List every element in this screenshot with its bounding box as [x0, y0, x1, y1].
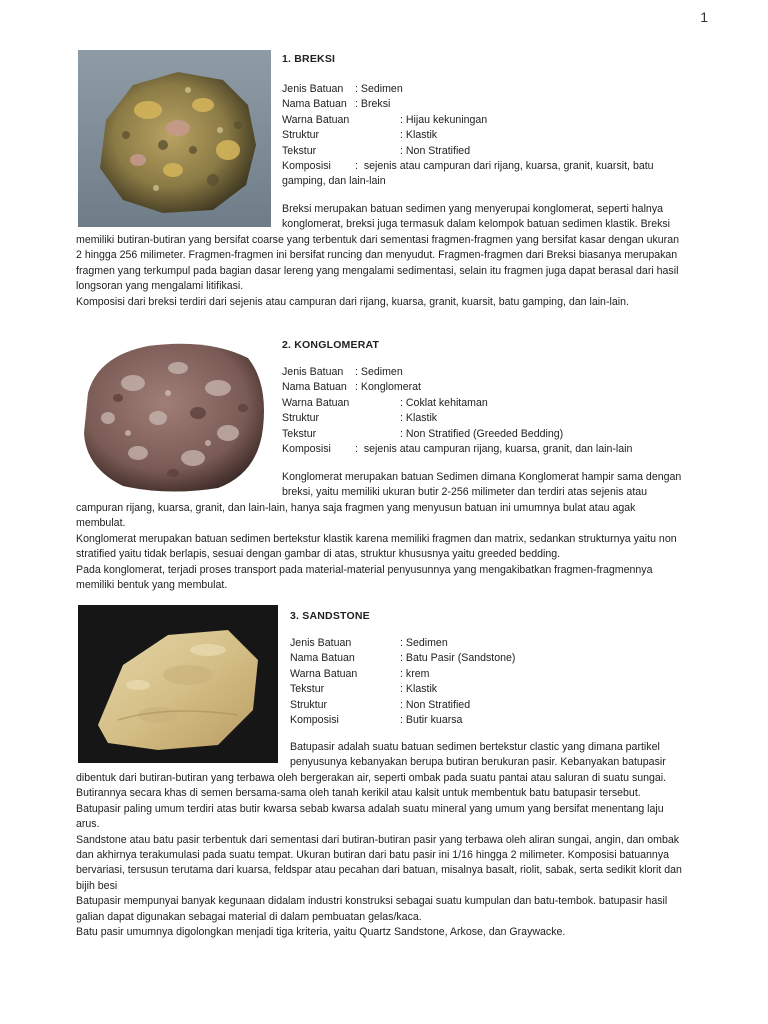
property-row — [290, 698, 515, 713]
property-sep: : — [400, 427, 403, 440]
property-sep: : — [400, 144, 403, 157]
property-value: Breksi — [360, 98, 391, 111]
property-row — [282, 159, 654, 174]
property-value: Sedimen — [405, 637, 448, 649]
property-row — [290, 667, 515, 682]
property-value: Non Stratified — [405, 698, 471, 711]
paragraph-line: fragmen yang terkumpul pada bagian dasar lereng yang mengalami sedimentasi, selain itu fragmen juga dapat berasal dari hasil — [76, 264, 679, 277]
paragraph-line: Butirannya secara khas di semen bersama-sama oleh tanah kerikil atau kalsit untuk membentuk batu batupasir tersebut. — [76, 787, 641, 800]
paragraph-line: memiliki bentuk yang membulat. — [76, 579, 228, 592]
paragraph-line: bervariasi, tersusun terutama dari kuarsa, feldspar atau pecahan dari batuan, misalnya basalt, riolit, sabak, serta sedikit klorit dan — [76, 864, 682, 877]
paragraph-line: campuran rijang, kuarsa, granit, dan lain-lain, hanya saja fragmen yang menyusun batuan ini umumnya bulat atau agak — [76, 502, 636, 514]
paragraph-line: breksi, yaitu memiliki ukuran butir 2-256 milimeter dan terdiri atas sejenis atau — [282, 486, 648, 499]
property-row — [290, 636, 515, 651]
property-label: Komposisi — [282, 160, 331, 173]
property-sep: : — [400, 129, 403, 142]
paragraph-line: bijih besi — [76, 879, 118, 892]
property-value: Klastik — [405, 683, 438, 696]
paragraph-line: penyusunya kebanyakan berupa butiran berukuran pasir. Kebanyakan batupasir — [290, 756, 666, 769]
property-label: Warna Batuan — [290, 667, 358, 680]
property-label: Jenis Batuan — [282, 83, 344, 95]
property-row — [282, 174, 654, 189]
property-label: Komposisi — [282, 443, 331, 456]
property-value: Sedimen — [360, 83, 403, 95]
section-title: 3. SANDSTONE — [290, 610, 370, 622]
paragraph-line: dibentuk dari butiran-butiran yang terbawa oleh bergerakan air, seperti ombak pada suatu pantai atau saluran di suatu sungai. — [76, 772, 667, 784]
property-value: Batu Pasir (Sandstone) — [405, 652, 516, 665]
property-sep: : — [355, 98, 358, 111]
conglomerate-rock-photo-icon — [78, 338, 271, 496]
property-label: Tekstur — [282, 144, 317, 157]
property-value: Hijau kekuningan — [405, 113, 488, 126]
property-row — [282, 411, 632, 426]
property-value: Sedimen — [360, 366, 403, 378]
section-title: 1. BREKSI — [282, 53, 336, 65]
sandstone-description — [290, 740, 666, 771]
property-row — [282, 144, 654, 159]
paragraph-line: Pada konglomerat, terjadi proses transport pada material-material penyusunnya yang mengakibatkan fragmen-fragmennya — [76, 563, 653, 576]
property-label: Warna Batuan — [282, 113, 350, 126]
property-value: Coklat kehitaman — [405, 396, 488, 409]
sandstone-rock-photo-icon — [78, 605, 278, 763]
paragraph-line: Konglomerat merupakan batuan sedimen bertekstur klastik karena memiliki fragmen dan matrix, sedankan strukturnya yaitu non — [76, 532, 677, 545]
property-sep: : — [400, 714, 403, 727]
property-sep: : — [400, 698, 403, 711]
breccia-description-cont — [76, 233, 679, 310]
property-row — [282, 427, 632, 442]
paragraph-line: Konglomerat merupakan batuan Sedimen dimana Konglomerat hampir sama dengan — [282, 471, 682, 483]
property-label: Nama Batuan — [290, 652, 355, 665]
property-row — [282, 128, 654, 143]
conglomerate-description — [282, 470, 681, 501]
paragraph-line: arus. — [76, 818, 100, 831]
paragraph-line: longsoran yang mengalami litifikasi. — [76, 280, 244, 293]
breccia-image — [78, 50, 271, 227]
page-number: 1 — [700, 9, 708, 25]
property-sep: : — [400, 412, 403, 425]
property-sep: : — [355, 83, 358, 95]
conglomerate-description-cont — [76, 501, 677, 593]
breccia-properties — [282, 82, 654, 190]
paragraph-line: Batu pasir umumnya digolongkan menjadi tiga kriteria, yaitu Quartz Sandstone, Arkose, dan Graywacke. — [76, 926, 566, 939]
property-label: Tekstur — [282, 427, 317, 440]
property-row — [282, 380, 632, 395]
property-value: Konglomerat — [360, 381, 421, 394]
property-sep: : — [400, 683, 403, 696]
property-row — [282, 365, 632, 380]
conglomerate-properties — [282, 365, 632, 457]
property-value: Butir kuarsa — [405, 714, 463, 727]
property-row — [282, 442, 632, 457]
property-label: Jenis Batuan — [282, 366, 344, 378]
property-label: Warna Batuan — [282, 396, 350, 409]
conglomerate-image — [78, 338, 271, 496]
breccia-rock-photo-icon — [78, 50, 271, 227]
property-row — [290, 713, 515, 728]
property-row — [290, 682, 515, 697]
property-sep: : — [400, 667, 403, 680]
paragraph-line: Breksi merupakan batuan sedimen yang menyerupai konglomerat, seperti halnya — [282, 203, 664, 215]
property-sep: : — [355, 160, 358, 173]
sandstone-description-cont — [76, 771, 682, 940]
breccia-description — [282, 202, 670, 233]
property-label: Jenis Batuan — [290, 637, 352, 649]
property-label: Struktur — [290, 698, 328, 711]
property-row — [290, 651, 515, 666]
paragraph-line: stratified yaitu tidak berlapis, sesuai dengan gambar di atas, struktur khususnya yaitu greeded bedding. — [76, 548, 561, 561]
property-sep: : — [355, 381, 358, 394]
property-sep: : — [400, 652, 403, 665]
property-value: Klastik — [405, 412, 438, 425]
property-row — [282, 82, 654, 97]
property-value: Klastik — [405, 129, 438, 142]
section-title: 2. KONGLOMERAT — [282, 339, 380, 351]
property-sep: : — [400, 396, 403, 409]
paragraph-line: memiliki butiran-butiran yang bersifat coarse yang terbentuk dari sementasi fragmen-fragmen yang bersifat kasar dengan ukuran — [76, 234, 679, 246]
property-value: sejenis atau campuran rijang, kuarsa, granit, dan lain-lain — [363, 443, 633, 456]
paragraph-line: membulat. — [76, 517, 126, 530]
sandstone-properties — [290, 636, 515, 728]
property-label: Tekstur — [290, 683, 325, 696]
paragraph-line: Batupasir paling umum terdiri atas butir kwarsa sebab kwarsa adalah suatu mineral yang umum yang bersifat menentang laju — [76, 802, 664, 815]
paragraph-line: 2 hingga 256 milimeter. Fragmen-fragmen ini bersifat runcing dan menyudut. Fragmen-fragmen dari Breksi biasanya merupakan — [76, 249, 678, 262]
paragraph-line: galian dapat digunakan sebagai material di dalam pembuatan gelas/kaca. — [76, 910, 422, 923]
paragraph-line: dan akhirnya terakumulasi pada suatu tempat. Ukuran butiran dari batu pasir ini 1/16 hingga 2 milimeter. Komposisi batuannya — [76, 849, 670, 862]
property-sep: : — [400, 113, 403, 126]
paragraph-line: konglomerat, breksi juga termasuk dalam kelompok batuan sedimen klastik. Breksi — [282, 218, 671, 231]
property-label: Komposisi — [290, 714, 339, 727]
property-sep: : — [355, 443, 358, 456]
paragraph-line: Sandstone atau batu pasir terbentuk dari sementasi dari butiran-butiran pasir yang terbawa oleh aliran sungai, angin, dan ombak — [76, 833, 680, 846]
paragraph-line: Batupasir adalah suatu batuan sedimen bertekstur clastic yang dimana partikel — [290, 741, 660, 753]
property-row — [282, 396, 632, 411]
paragraph-line: Batupasir mempunyai banyak kegunaan didalam industri konstruksi sebagai suatu kumpulan dan batu-tembok. batupasir hasil — [76, 895, 668, 908]
property-label: Struktur — [282, 129, 320, 142]
property-label: Nama Batuan — [282, 381, 347, 394]
property-sep: : — [355, 366, 358, 378]
property-value: krem — [405, 667, 430, 680]
property-value: Non Stratified — [405, 144, 471, 157]
property-value: sejenis atau campuran dari rijang, kuarsa, granit, kuarsit, batu — [363, 160, 654, 173]
property-label: Struktur — [282, 412, 320, 425]
property-row — [282, 97, 654, 112]
property-row — [282, 113, 654, 128]
property-label: Nama Batuan — [282, 98, 347, 111]
sandstone-image — [78, 605, 278, 763]
property-value: gamping, dan lain-lain — [282, 175, 386, 188]
property-sep: : — [400, 637, 403, 649]
property-value: Non Stratified (Greeded Bedding) — [405, 427, 564, 440]
paragraph-line: Komposisi dari breksi terdiri dari sejenis atau campuran dari rijang, kuarsa, granit, kuarsit, batu gamping, dan lain-lain. — [76, 295, 629, 308]
